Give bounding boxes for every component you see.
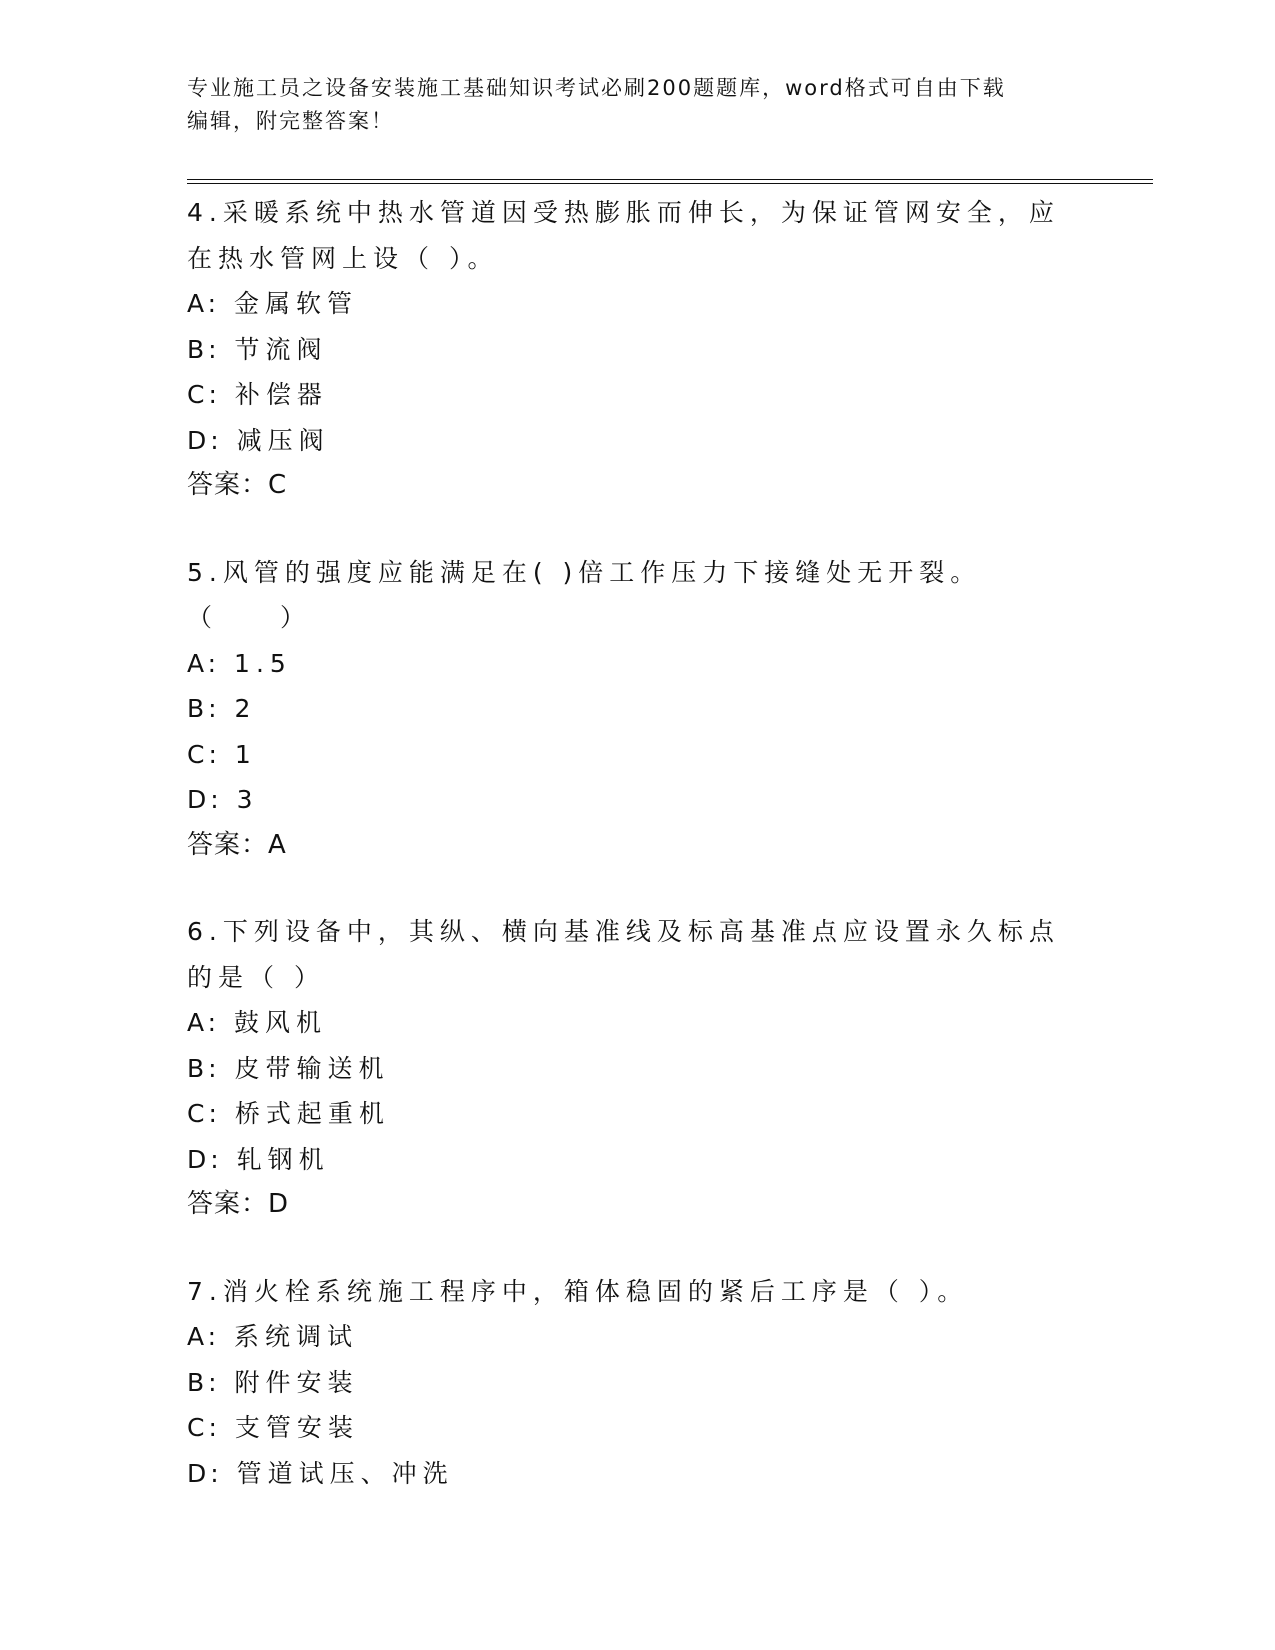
option-a: [187, 281, 1087, 327]
option-d: [187, 777, 1087, 823]
option-a: [187, 1000, 1087, 1046]
question-6: [187, 909, 1087, 1228]
answer-line: 答案：A: [187, 829, 287, 860]
option-text: 3: [236, 785, 259, 814]
option-letter: D:: [187, 1458, 223, 1488]
option-d: [187, 1137, 1087, 1183]
question-stem: 6.下列设备中，其纵、横向基准线及标高基准点应设置永久标点的是（ ）: [187, 917, 1060, 992]
option-text: 1: [234, 739, 257, 769]
question-4: [187, 190, 1087, 509]
option-c: [187, 1405, 1087, 1451]
option-text: 减压阀: [236, 425, 330, 455]
option-text: 管道试压、冲洗: [236, 1458, 454, 1488]
question-5: [187, 550, 1087, 869]
question-7: [187, 1269, 1087, 1497]
option-text: 皮带输送机: [234, 1053, 390, 1083]
option-a: [187, 1314, 1087, 1360]
option-a: [187, 641, 1087, 687]
option-letter: C:: [187, 1099, 221, 1128]
option-text: 桥式起重机: [234, 1099, 390, 1128]
option-b: [187, 1360, 1087, 1406]
option-text: 附件安装: [234, 1367, 359, 1397]
header-line-2: 编辑，附完整答案！: [187, 109, 394, 133]
option-text: 系统调试: [234, 1322, 359, 1351]
option-text: 轧钢机: [236, 1144, 330, 1174]
option-b: [187, 686, 1087, 732]
option-text: 节流阀: [234, 334, 328, 364]
option-text: 补偿器: [234, 380, 328, 409]
option-b: [187, 1046, 1087, 1092]
option-letter: B:: [187, 694, 221, 723]
option-c: [187, 372, 1087, 418]
option-c: [187, 732, 1087, 778]
header-line-1: 专业施工员之设备安装施工基础知识考试必刷200题题库，word格式可自由下载: [187, 76, 1006, 100]
option-letter: C:: [187, 380, 221, 409]
option-letter: D:: [187, 785, 223, 814]
option-d: [187, 1451, 1087, 1497]
option-text: 支管安装: [234, 1413, 359, 1442]
question-stem: 4.采暖系统中热水管道因受热膨胀而伸长，为保证管网安全，应在热水管网上设（ ）。: [187, 198, 1060, 273]
option-text: 1.5: [234, 648, 292, 678]
option-letter: C:: [187, 1413, 221, 1442]
option-letter: B:: [187, 1053, 221, 1083]
option-d: [187, 418, 1087, 464]
option-letter: A:: [187, 1008, 221, 1037]
question-stem: 7.消火栓系统施工程序中，箱体稳固的紧后工序是（ ）。: [187, 1276, 969, 1306]
option-letter: B:: [187, 334, 221, 364]
option-text: 鼓风机: [234, 1008, 328, 1037]
document-header: [187, 72, 1087, 138]
option-text: 2: [234, 694, 257, 723]
answer-line: 答案：D: [187, 1189, 290, 1219]
question-list: [187, 190, 1087, 1537]
header-divider-top: [187, 179, 1153, 180]
header-divider-bottom: [187, 183, 1153, 184]
option-b: [187, 327, 1087, 373]
option-c: [187, 1091, 1087, 1137]
option-letter: B:: [187, 1367, 221, 1397]
option-letter: A:: [187, 289, 221, 318]
answer-line: 答案：C: [187, 470, 288, 500]
option-letter: A:: [187, 648, 221, 678]
option-letter: D:: [187, 425, 223, 455]
question-stem: 5.风管的强度应能满足在( )倍工作压力下接缝处无开裂。（ ）: [187, 557, 982, 632]
option-letter: D:: [187, 1144, 223, 1174]
option-letter: A:: [187, 1322, 221, 1351]
option-text: 金属软管: [234, 289, 359, 318]
option-letter: C:: [187, 739, 221, 769]
